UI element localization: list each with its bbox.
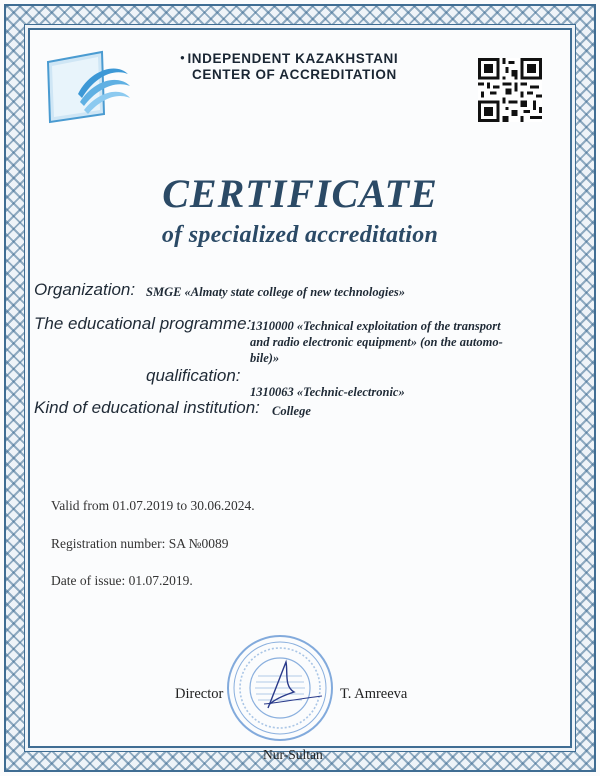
- programme-value: [250, 318, 560, 366]
- institution-value: College: [272, 404, 311, 418]
- official-seal-icon: [224, 632, 336, 744]
- institution-label: Kind of educational institution:: [34, 398, 260, 417]
- programme-value-line-1: 1310000 «Technical exploitation of the transport: [250, 319, 501, 333]
- organization-value: SMGE «Almaty state college of new technologies»: [146, 285, 406, 299]
- signatory-role: Director: [175, 686, 224, 702]
- accreditation-logo-icon: [42, 44, 134, 126]
- date-of-issue: Date of issue: 01.07.2019.: [51, 573, 193, 588]
- programme-value-line-2: and radio electronic equipment» (on the automo-: [250, 335, 503, 349]
- qr-code-icon: [478, 58, 542, 122]
- signatory-name: T. Amreeva: [340, 686, 408, 702]
- programme-label: The educational programme:: [34, 314, 252, 333]
- registration-number: Registration number: SA №0089: [51, 536, 229, 551]
- qualification-value: 1310063 «Technic-electronic»: [250, 385, 405, 399]
- organization-label: Organization:: [34, 280, 136, 299]
- issuer-line-2: CENTER OF ACCREDITATION: [192, 67, 397, 82]
- qualification-label: qualification:: [146, 366, 241, 385]
- validity-period: Valid from 01.07.2019 to 30.06.2024.: [51, 498, 255, 513]
- certificate-subtitle: of specialized accreditation: [161, 222, 439, 248]
- issuer-name: ● INDEPENDENT KAZAKHSTANI CENTER OF ACCREDITATION: [180, 51, 399, 82]
- issuer-line-1: INDEPENDENT KAZAKHSTANI: [187, 51, 399, 66]
- programme-value-line-3: bile)»: [250, 351, 280, 365]
- issue-city: Nur-Sultan: [263, 747, 323, 762]
- certificate-title: CERTIFICATE: [162, 171, 438, 216]
